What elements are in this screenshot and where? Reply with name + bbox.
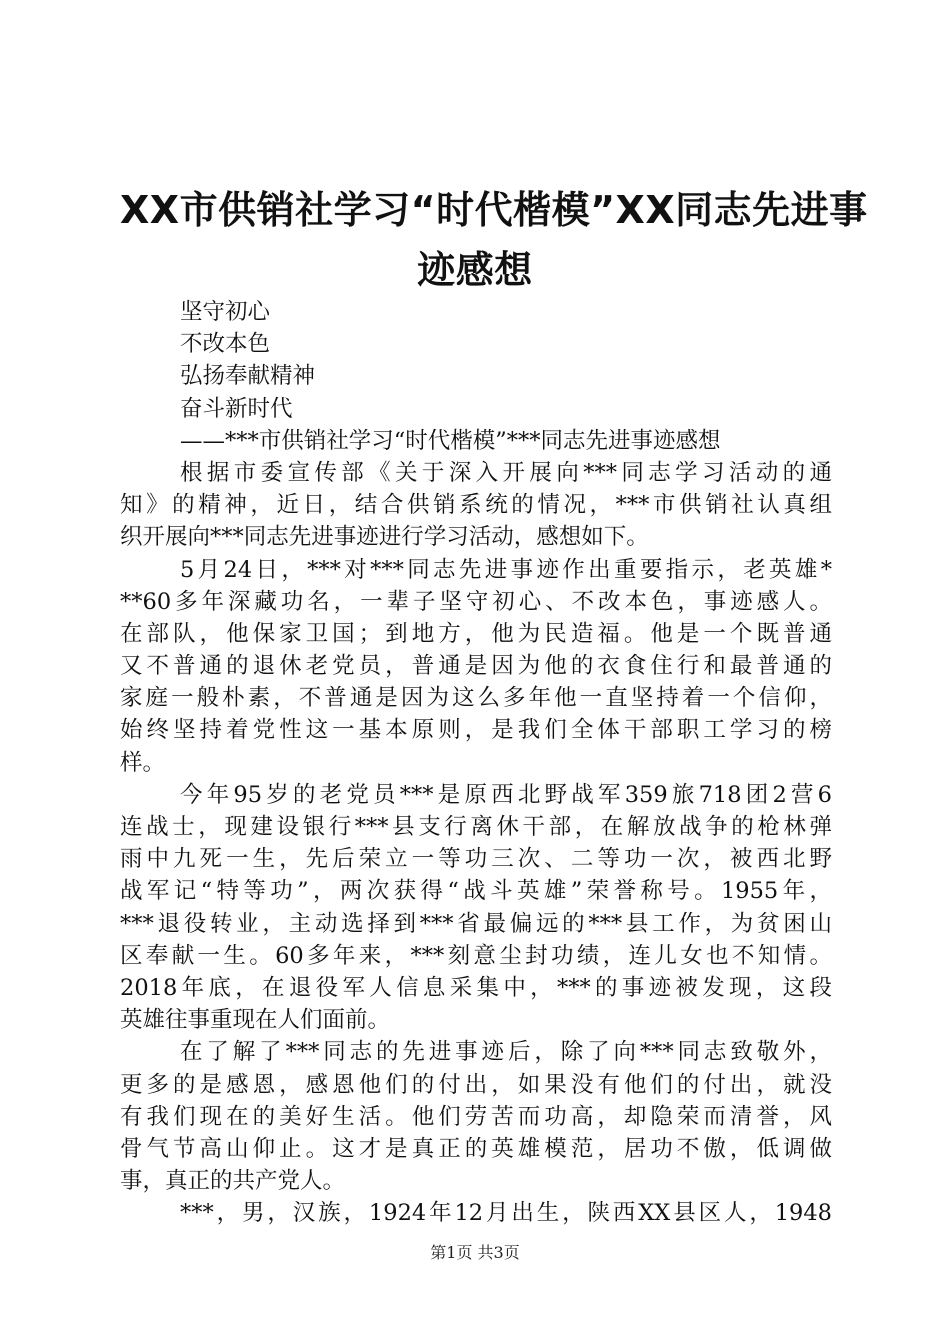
document-title (120, 180, 868, 300)
page-footer: 第1页 共3页 (430, 1243, 520, 1262)
body-line: 战军记“特等功”，两次获得“战斗英雄”荣誉称号。1955年， (120, 878, 832, 905)
body-line: 在了解了***同志的先进事迹后，除了向***同志致敬外， (180, 1039, 832, 1066)
body-line: 始终坚持着党性这一基本原则，是我们全体干部职工学习的榜 (120, 717, 832, 744)
body-line: **60多年深藏功名，一辈子坚守初心、不改本色，事迹感人。 (120, 588, 832, 615)
body-line: 5月24日，***对***同志先进事迹作出重要指示，老英雄* (180, 556, 832, 583)
body-line: 家庭一般朴素，不普通是因为这么多年他一直坚持着一个信仰， (120, 685, 832, 712)
body-line: 更多的是感恩，感恩他们的付出，如果没有他们的付出，就没 (120, 1071, 832, 1098)
body-line: 连战士，现建设银行***县支行离休干部，在解放战争的枪林弹 (120, 814, 832, 840)
body-line: ——***市供销社学习“时代楷模”***同志先进事迹感想 (180, 427, 721, 454)
body-line: 根据市委宣传部《关于深入开展向***同志学习活动的通 (180, 459, 832, 486)
body-line: 坚守初心 (180, 299, 271, 325)
body-line: 样。 (120, 749, 166, 776)
body-line: 英雄往事重现在人们面前。 (120, 1007, 391, 1034)
body-line: 骨气节高山仰止。这才是真正的英雄模范，居功不傲，低调做 (120, 1135, 832, 1162)
title-line-2: 迹感想 (417, 248, 533, 292)
document-body (120, 296, 832, 1229)
body-line: 织开展向***同志先进事迹进行学习活动，感想如下。 (120, 524, 649, 551)
body-line: 又不普通的退休老党员，普通是因为他的衣食住行和最普通的 (120, 653, 832, 680)
body-line: 雨中九死一生，先后荣立一等功三次、二等功一次，被西北野 (120, 846, 832, 873)
body-line: 不改本色 (180, 331, 271, 358)
body-line: ***，男，汉族，1924年12月出生，陕西XX县区人，1948 (180, 1200, 832, 1227)
body-line: 奋斗新时代 (180, 395, 293, 422)
title-line-1: XX市供销社学习“时代楷模”XX同志先进事 (120, 188, 868, 232)
body-line: 弘扬奉献精神 (180, 363, 316, 390)
body-line: ***退役转业，主动选择到***省最偏远的***县工作，为贫困山 (120, 910, 832, 937)
body-line: 今年95岁的老党员***是原西北野战军359旅718团2营6 (180, 781, 832, 808)
body-line: 知》的精神，近日，结合供销系统的情况，***市供销社认真组 (120, 492, 832, 519)
body-line: 有我们现在的美好生活。他们劳苦而功高，却隐荣而清誉，风 (120, 1103, 832, 1130)
body-line: 事，真正的共产党人。 (120, 1168, 346, 1195)
body-line: 2018年底，在退役军人信息采集中，***的事迹被发现，这段 (120, 974, 832, 1001)
body-line: 区奉献一生。60多年来，***刻意尘封功绩，连儿女也不知情。 (120, 942, 832, 969)
body-line: 在部队，他保家卫国；到地方，他为民造福。他是一个既普通 (120, 620, 832, 647)
